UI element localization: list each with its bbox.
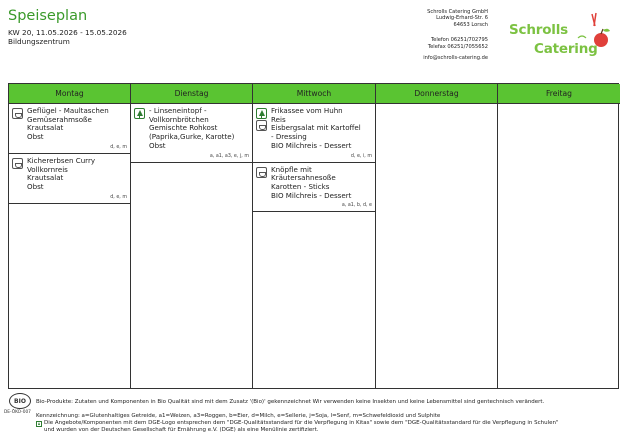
dish-line: Vollkornreis [27, 164, 68, 174]
bio-seal-icon: BIO [9, 393, 31, 409]
allergen-codes: a, a1, a3, e, j, m [209, 153, 249, 159]
menu-item [131, 104, 252, 163]
dish-line: Kräutersahnesoße [271, 173, 336, 183]
day-header: Freitag [498, 84, 620, 104]
company-address [423, 9, 488, 61]
dish-line: Karotten - Sticks [271, 181, 330, 191]
dish-line: Frikassee vom Huhn [271, 106, 343, 115]
dish-line: Obst [27, 132, 44, 142]
footer-legend [36, 413, 559, 433]
menu-grid [8, 83, 619, 389]
dish-line: Eisbergsalat mit Kartoffel [271, 123, 361, 133]
company-logo [508, 8, 618, 63]
day-column-dienstag [131, 84, 253, 388]
day-column-mittwoch [253, 84, 376, 388]
dge-note-2: und wurden von der Deutschen Gesellschaft für Ernährung e.V. (DGE) als eine Menülinie zertifiziert. [44, 426, 319, 433]
location: Bildungszentrum [8, 37, 70, 46]
allergen-codes: d, e, m [110, 194, 127, 200]
dish-line: Vollkornbrötchen [149, 114, 209, 124]
allergen-codes: d, e, m [110, 144, 127, 150]
dge-note-1: Die Angebote/Komponenten mit dem DGE-Logo entsprechen dem "DGE-Qualitätsstandard für die Verpflegung in Kitas" sowie dem "DGE-Qualitätsstandard für die Verpflegung in Schulen" [44, 419, 559, 426]
week-range: KW 20, 11.05.2026 - 15.05.2026 [8, 28, 127, 37]
page-title: Speiseplan [8, 8, 88, 24]
menu-item [253, 104, 375, 163]
day-header: Donnerstag [376, 84, 497, 104]
dge-icon [256, 108, 267, 119]
dish-line: Gemüserahmsoße [27, 114, 92, 124]
allergen-codes: d, e, i, m [350, 153, 372, 159]
dge-logo-icon [36, 421, 42, 427]
bio-note: Bio-Produkte: Zutaten und Komponenten in Bio Qualität sind mit dem Zusatz '(Bio)' gekennzeichnet Wir verwenden keine Insekten und keine Lebensmittel sind gentechnisch verändert. [36, 399, 545, 405]
bio-code: DE-ÖKO-007 [4, 410, 31, 415]
dish-line: Obst [149, 140, 166, 150]
day-header: Dienstag [131, 84, 252, 104]
dish-line: Reis [271, 114, 286, 124]
menu-item [253, 163, 375, 213]
logo-text-schrolls: Schrolls [509, 22, 568, 38]
dish-line: Geflügel - Maultaschen [27, 106, 109, 115]
dish-line: Knöpfle mit [271, 164, 312, 174]
dish-line: Kichererbsen Curry [27, 155, 96, 165]
dish-line: - Dressing [271, 132, 307, 142]
dish-line: Gemischte Rohkost [149, 123, 218, 133]
dish-line: (Paprika,Gurke, Karotte) [149, 132, 235, 142]
dish-line: BIO Milchreis - Dessert [271, 190, 352, 200]
company-phone: Telefon 06251/702795 [430, 37, 488, 44]
dish-line: BIO Milchreis - Dessert [271, 140, 352, 150]
company-email: info@schrolls-catering.de [423, 55, 488, 62]
company-city: 64653 Lorsch [453, 21, 488, 28]
menu-item [9, 104, 130, 154]
dish-icon [256, 167, 267, 178]
company-street: Ludwig-Erhard-Str. 6 [436, 15, 488, 22]
dish-icon [12, 158, 23, 169]
day-column-freitag [498, 84, 620, 388]
company-fax: Telefax 06251/7055652 [427, 43, 488, 50]
dish-line: Krautsalat [27, 173, 64, 183]
day-column-montag [9, 84, 131, 388]
company-name: Schrolls Catering GmbH [427, 9, 488, 15]
dge-note-line [36, 420, 559, 427]
menu-item [9, 154, 130, 204]
dish-line: Obst [27, 181, 44, 191]
allergen-legend: Kennzeichnung: a=Glutenhaltiges Getreide, a1=Weizen, a3=Roggen, b=Eier, d=Milch, e=Sellerie, j=Soja, l=Senf, m=Schwefeldioxid und Sulphite [36, 413, 441, 419]
dish-line: Krautsalat [27, 123, 64, 133]
day-header: Montag [9, 84, 130, 104]
day-column-donnerstag [376, 84, 498, 388]
dge-icon [134, 108, 145, 119]
dish-icon [256, 120, 267, 131]
day-header: Mittwoch [253, 84, 375, 104]
week-info [8, 28, 127, 46]
allergen-codes: a, a1, b, d, e [341, 203, 372, 209]
dish-line: - Linseneintopf - [149, 106, 207, 115]
dish-icon [12, 108, 23, 119]
logo-text-catering: Catering [534, 41, 598, 57]
